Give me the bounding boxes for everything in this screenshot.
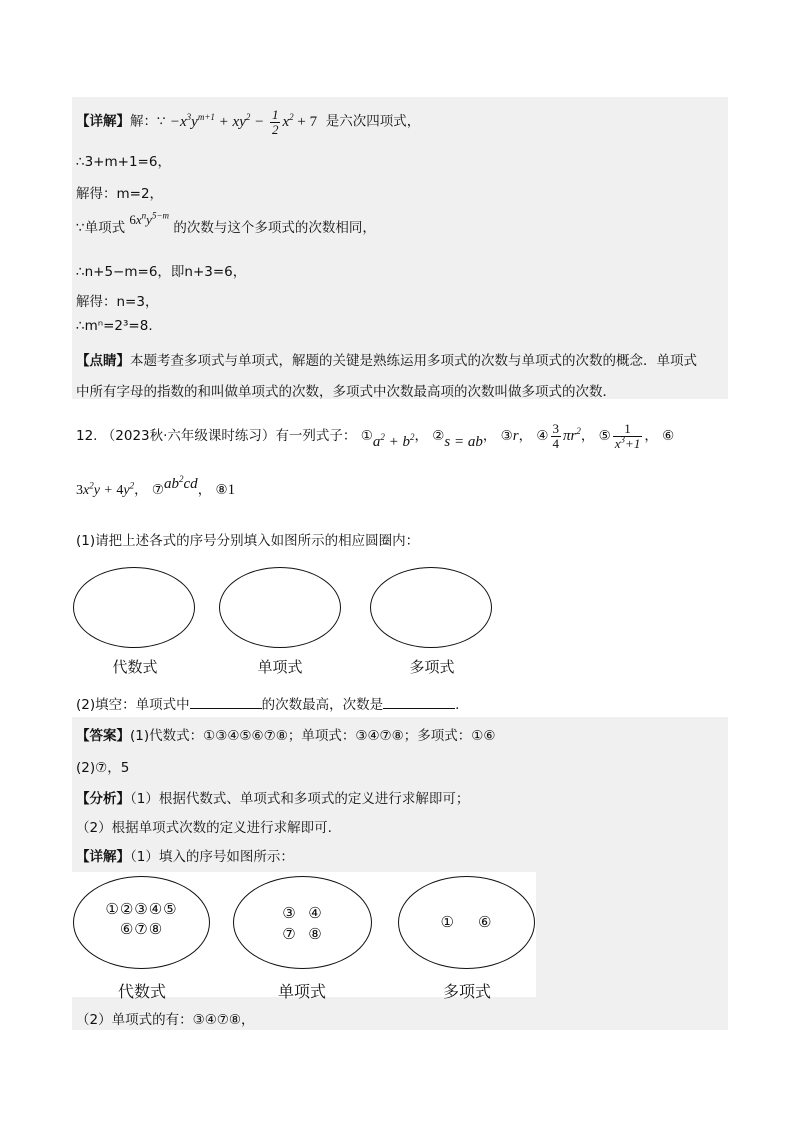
question-line: 12. （2023秋·六年级课时练习）有一列式子： $①a^2 + b^2$， ②s = ab， ③r， ④ $\frac{3}{4}$ $\pi r^2$， ⑤ $\frac{1}{x^3+1}$ ， ⑥ — [76, 421, 675, 451]
answer-line2: (2)⑦，5 — [76, 760, 130, 776]
item-5-mark: ⑤ — [598, 428, 611, 445]
blank-1 — [190, 696, 262, 709]
question-number: 12. — [76, 428, 98, 445]
dianjing-label: 【点睛】 — [76, 353, 130, 369]
item-5-frac: $\frac{1}{x^3+1}$ — [614, 421, 641, 451]
figure2-label-1: 代数式 — [117, 982, 166, 1001]
figure2-oval-2 — [233, 876, 372, 969]
figure2-oval2-row2: ⑦ ⑧ — [282, 925, 323, 943]
blank-2 — [383, 696, 455, 709]
xiangjie2-text1: （1）填入的序号如图所示： — [130, 849, 294, 865]
figure1-oval-3 — [370, 567, 492, 648]
dianjing-text1: 本题考查多项式与单项式，解题的关键是熟练运用多项式的次数与单项式的次数的概念．单项式 — [130, 353, 697, 369]
xiangjie-line1 — [76, 108, 420, 136]
step3-prefix: ∵单项式 — [76, 220, 126, 236]
item-7-expr: $ab^2cd$ — [164, 474, 198, 492]
answer-text1: (1)代数式：①③④⑤⑥⑦⑧；单项式：③④⑦⑧；多项式：①⑥ — [130, 728, 496, 744]
xiangjie-lead: 解：∵ — [130, 113, 166, 130]
poly-tail: 是六次四项式， — [325, 113, 421, 130]
figure2-oval3-row1: ① ⑥ — [440, 913, 493, 931]
xiangjie2-line1 — [76, 845, 294, 865]
step4: ∴n+5−m=6，即n+3=6， — [76, 264, 247, 280]
xiangjie2-last: （2）单项式的有：③④⑦⑧， — [76, 1012, 255, 1028]
polynomial-expression: $-x^3y^{m+1} + xy^2$ − $\frac{1}{2}$ $x^2 + 7$ — [169, 107, 318, 137]
monomial-expression: $6x^ny^{5-m}$ — [129, 210, 170, 227]
part2-line — [76, 693, 459, 713]
step2: 解得：m=2， — [76, 186, 164, 202]
step1: ∴3+m+1=6， — [76, 154, 171, 170]
item-6-expr: $3x^2y + 4y^2$ — [76, 480, 135, 498]
part2-c: . — [455, 697, 460, 713]
item-3-expr: r — [512, 428, 519, 445]
figure2-label-2: 单项式 — [277, 982, 326, 1001]
figure2-oval2-row1: ③ ④ — [282, 904, 323, 922]
item-3-mark: ③ — [500, 428, 513, 445]
figure1-label-3: 多项式 — [409, 658, 455, 676]
figure1-label-2: 单项式 — [257, 658, 303, 676]
answer-label: 【答案】 — [76, 728, 130, 744]
question-line2: $3x^2y + 4y^2$， $⑦ab^2cd$， ⑧1 — [76, 474, 236, 498]
item-6-mark: ⑥ — [662, 428, 675, 445]
part2-b: 的次数最高，次数是 — [261, 697, 384, 713]
xiangjie2-label: 【详解】 — [76, 849, 130, 865]
item-1-expr: $a^2 + b^2$ — [372, 432, 415, 451]
item-1-mark: ① — [360, 428, 373, 445]
figure2-label-3: 多项式 — [442, 982, 491, 1001]
step3-suffix: 的次数与这个多项式的次数相同， — [173, 220, 376, 236]
item-2-expr: s = ab — [444, 434, 483, 451]
item-8-expr: 1 — [227, 482, 236, 498]
dianjing-line1 — [76, 349, 697, 369]
figure1-oval-2 — [219, 567, 341, 648]
step5: 解得：n=3， — [76, 294, 159, 310]
fenxi-line2: （2）根据单项式次数的定义进行求解即可. — [76, 820, 332, 836]
figure2-oval1-row1: ①②③④⑤ — [105, 900, 178, 918]
figure2-oval1-row2: ⑥⑦⑧ — [119, 920, 164, 938]
item-4-expr: $\pi r^2$ — [563, 426, 581, 445]
item-7-mark: ⑦ — [151, 482, 165, 498]
fenxi-label: 【分析】 — [76, 791, 130, 807]
fenxi-line1 — [76, 787, 469, 807]
step6: ∴mⁿ=2³=8. — [76, 318, 153, 334]
figure1-label-1: 代数式 — [112, 658, 158, 676]
question-source: （2023秋·六年级课时练习） — [101, 428, 276, 445]
question-intro: 有一列式子： — [275, 428, 357, 445]
part1-text: (1)请把上述各式的序号分别填入如图所示的相应圆圈内： — [76, 533, 420, 549]
dianjing-line2: 中所有字母的指数的和叫做单项式的次数，多项式中次数最高项的次数叫做多项式的次数． — [76, 384, 616, 400]
xiangjie-label: 【详解】 — [76, 113, 130, 130]
item-2-mark: ② — [432, 428, 445, 445]
answer-line1 — [76, 724, 495, 744]
item-4-frac: $\frac{3}{4}$ — [552, 421, 559, 451]
step3 — [76, 210, 376, 236]
item-4-mark: ④ — [536, 428, 549, 445]
item-8-mark: ⑧ — [215, 482, 228, 498]
figure1-oval-1 — [73, 567, 195, 648]
fenxi-text1: （1）根据代数式、单项式和多项式的定义进行求解即可； — [130, 791, 470, 807]
part2-a: (2)填空：单项式中 — [76, 697, 190, 713]
